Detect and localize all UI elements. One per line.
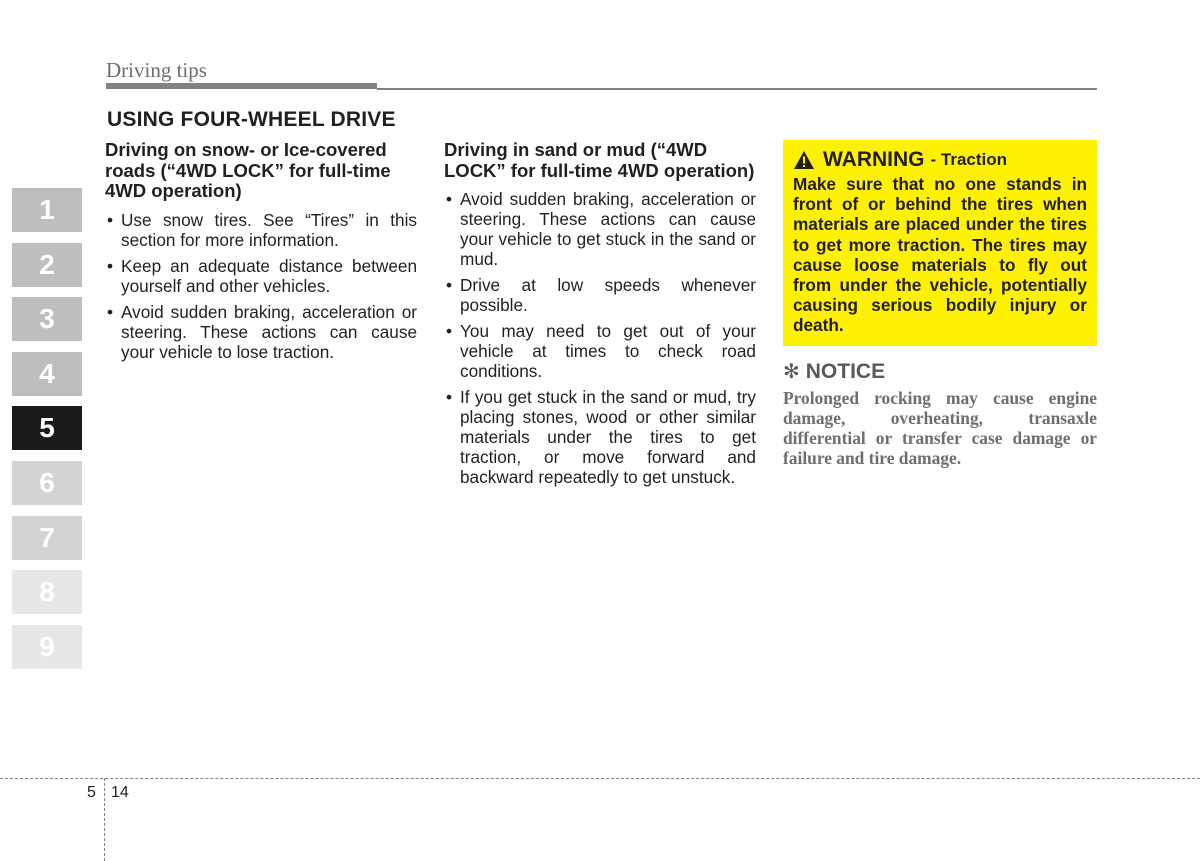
chapter-tab-5[interactable] <box>12 406 82 450</box>
warning-header <box>793 150 1087 170</box>
notice-text: Prolonged rocking may cause engine damage, overheating, transaxle differential or transfer case damage or failure and tire damage. <box>783 387 1097 469</box>
chapter-tab-label: 6 <box>39 466 55 498</box>
running-header: Driving tips <box>106 58 207 82</box>
chapter-tab-label: 8 <box>39 576 55 608</box>
chapter-tab-3[interactable] <box>12 297 82 341</box>
chapter-tab-7[interactable] <box>12 516 82 560</box>
header-rule-thin <box>377 88 1097 90</box>
chapter-tab-8[interactable] <box>12 570 82 614</box>
chapter-tab-label: 1 <box>39 194 55 225</box>
chapter-tab-6[interactable] <box>12 461 82 505</box>
list-item: • Drive at low speeds whenever possible. <box>444 275 756 315</box>
warning-triangle-icon <box>793 150 815 170</box>
list-item: • Avoid sudden braking, acceleration or steering. These actions can cause your vehicle to get stuck in the sand or mud. <box>444 189 756 269</box>
notice-header <box>783 359 1097 383</box>
chapter-tab-label: 5 <box>39 412 55 444</box>
star-icon: ✻ <box>783 360 800 383</box>
chapter-tab-4[interactable] <box>12 352 82 396</box>
chapter-tab-1[interactable] <box>12 188 82 232</box>
notice-title: NOTICE <box>805 359 886 383</box>
section-title: USING FOUR-WHEEL DRIVE <box>107 108 396 131</box>
column-snow-ice <box>105 140 417 368</box>
chapter-tab-label: 9 <box>39 630 55 662</box>
list-item: • Keep an adequate distance between yourself and other vehicles. <box>105 256 417 296</box>
list-item: • If you get stuck in the sand or mud, try placing stones, wood or other similar materials under the tires to get traction, or move forward and backward repeatedly to get unstuck. <box>444 387 756 487</box>
page-chapter-number: 5 <box>87 784 96 801</box>
header-rule-thick <box>106 83 377 89</box>
warning-subtitle: - Traction <box>930 150 1008 169</box>
list-item: • You may need to get out of your vehicle at times to check road conditions. <box>444 321 756 381</box>
bullet-list-snow-ice <box>105 210 417 362</box>
warning-title: WARNING <box>823 148 925 171</box>
chapter-tab-2[interactable] <box>12 243 82 287</box>
warning-box <box>783 140 1097 346</box>
chapter-tab-9[interactable] <box>12 625 82 669</box>
warning-text: Make sure that no one stands in front of or behind the tires when materials are placed under the tires to get more traction. The tires may cause loose materials to fly out from under the vehicle, potentially causing serious bodily injury or death. <box>793 174 1087 336</box>
column-sand-mud <box>444 140 756 493</box>
column-warning-notice <box>783 140 1097 468</box>
footer-rule <box>0 778 1200 779</box>
chapter-tab-label: 2 <box>39 248 55 280</box>
page-number: 14 <box>111 784 129 801</box>
bullet-list-sand-mud <box>444 189 756 487</box>
chapter-tabs <box>12 188 82 679</box>
subheading-snow-ice: Driving on snow- or Ice-covered roads (“4WD LOCK” for full-time 4WD operation) <box>105 139 391 201</box>
list-item: • Use snow tires. See “Tires” in this section for more information. <box>105 210 417 250</box>
subheading-sand-mud: Driving in sand or mud (“4WD LOCK” for full-time 4WD operation) <box>444 139 755 181</box>
chapter-tab-label: 4 <box>39 357 55 389</box>
list-item: • Avoid sudden braking, acceleration or steering. These actions can cause your vehicle to lose traction. <box>105 302 417 362</box>
chapter-tab-label: 3 <box>39 303 55 335</box>
chapter-tab-label: 7 <box>39 521 55 553</box>
footer-divider <box>104 778 105 861</box>
